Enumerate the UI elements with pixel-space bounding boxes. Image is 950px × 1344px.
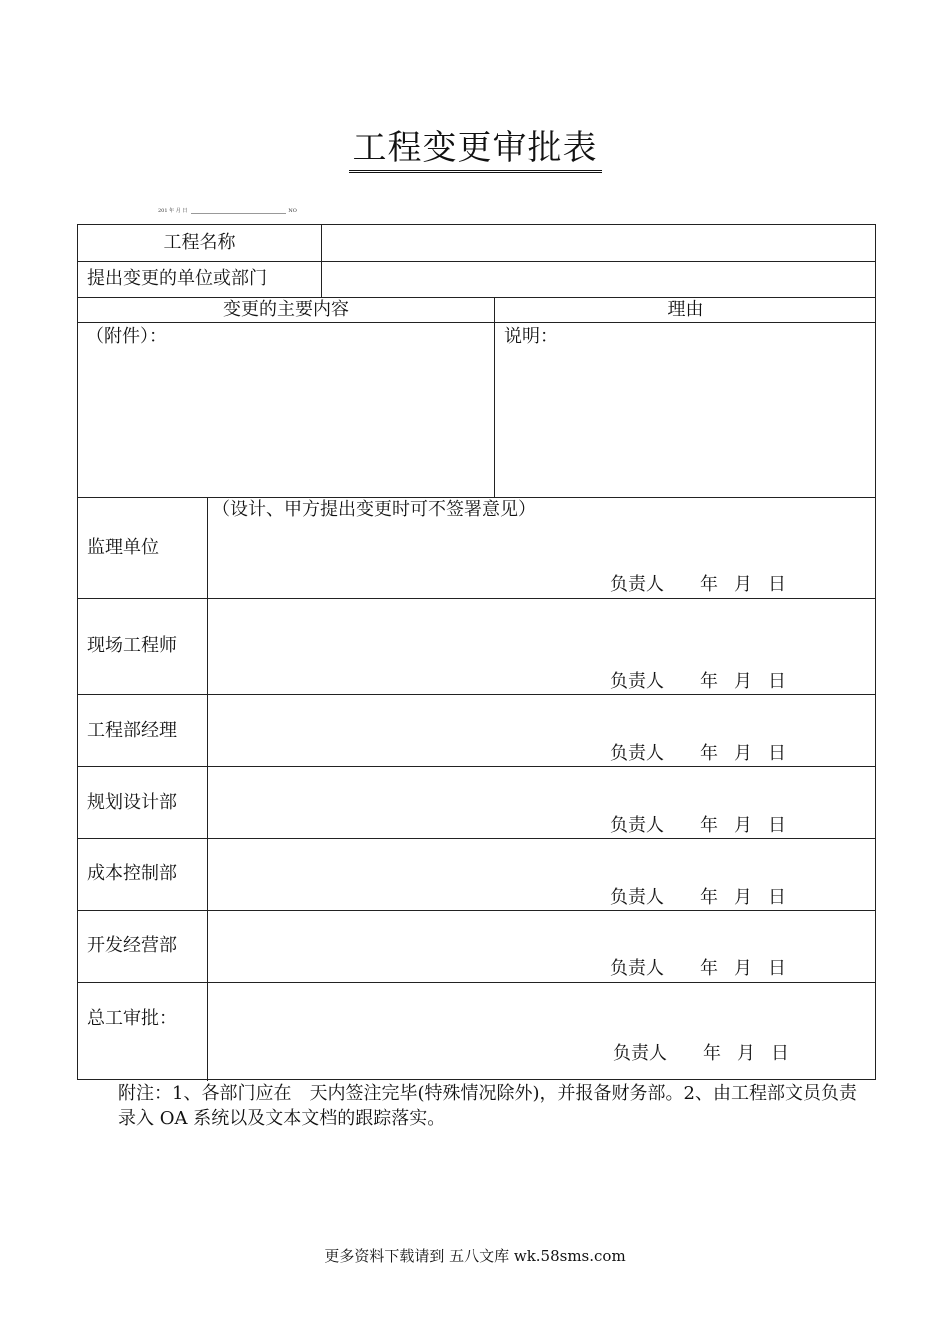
row-divider <box>78 694 875 695</box>
signature-line <box>610 815 786 837</box>
sign-year: 年 <box>700 574 718 595</box>
row-divider <box>78 910 875 911</box>
sign-year: 年 <box>700 743 718 764</box>
sign-person: 负责人 <box>610 958 664 979</box>
approval-label-cost-control: 成本控制部 <box>87 863 177 884</box>
sign-person: 负责人 <box>610 574 664 595</box>
form-note: 附注：1、各部门应在 天内签注完毕(特殊情况除外)，并报备财务部。2、由工程部文员负责录入 OA 系统以及文本文档的跟踪落实。 <box>118 1083 857 1129</box>
approval-label-development: 开发经营部 <box>87 935 177 956</box>
row-divider <box>78 297 875 298</box>
row-divider <box>78 838 875 839</box>
sign-person: 负责人 <box>610 887 664 908</box>
sign-year: 年 <box>700 887 718 908</box>
sign-person: 负责人 <box>613 1043 667 1064</box>
sign-day: 日 <box>768 671 786 692</box>
sign-month: 月 <box>734 671 752 692</box>
sign-month: 月 <box>734 887 752 908</box>
sign-year: 年 <box>703 1043 721 1064</box>
sign-day: 日 <box>768 574 786 595</box>
date-number: NO <box>288 208 297 214</box>
signature-line <box>610 574 786 596</box>
sign-year: 年 <box>700 958 718 979</box>
date-year: 201 年 <box>158 208 175 214</box>
sign-day: 日 <box>768 815 786 836</box>
col-divider <box>321 225 322 297</box>
approval-label-supervision: 监理单位 <box>87 537 159 558</box>
row-divider <box>78 497 875 498</box>
sign-year: 年 <box>700 671 718 692</box>
sign-month: 月 <box>737 1043 755 1064</box>
sign-person: 负责人 <box>610 743 664 764</box>
date-rule <box>191 213 286 214</box>
sign-year: 年 <box>700 815 718 836</box>
date-month: 月 <box>175 208 181 214</box>
sign-month: 月 <box>734 815 752 836</box>
approval-label-chief-engineer: 总工审批： <box>87 1008 177 1029</box>
sign-day: 日 <box>771 1043 789 1064</box>
project-name-label: 工程名称 <box>163 232 236 253</box>
attachment-label: （附件）： <box>86 326 167 347</box>
form-title <box>0 128 950 173</box>
date-line <box>158 207 303 214</box>
signature-line <box>613 1043 789 1065</box>
date-day: 日 <box>182 208 188 214</box>
row-divider <box>78 322 875 323</box>
explanation-label: 说明： <box>504 326 558 347</box>
approval-label-engineering-manager: 工程部经理 <box>87 720 177 741</box>
sign-month: 月 <box>734 743 752 764</box>
row-divider <box>78 982 875 983</box>
approval-label-planning-design: 规划设计部 <box>87 792 177 813</box>
signature-line <box>610 671 786 693</box>
sign-day: 日 <box>768 743 786 764</box>
signature-line <box>610 887 786 909</box>
sign-day: 日 <box>768 958 786 979</box>
row-divider <box>78 261 875 262</box>
approval-label-site-engineer: 现场工程师 <box>87 635 177 656</box>
form-title-text: 工程变更审批表 <box>349 128 602 173</box>
approval-form-table <box>77 224 876 1080</box>
sign-month: 月 <box>734 574 752 595</box>
row-divider <box>78 598 875 599</box>
row-divider <box>78 766 875 767</box>
sign-month: 月 <box>734 958 752 979</box>
supervision-note: （设计、甲方提出变更时可不签署意见） <box>212 499 536 520</box>
col-divider <box>207 497 208 1081</box>
reason-header: 理由 <box>667 299 704 320</box>
sign-day: 日 <box>768 887 786 908</box>
footer-text: 更多资料下载请到 五八文库 wk.58sms.com <box>324 1247 626 1265</box>
proposer-label: 提出变更的单位或部门 <box>87 268 267 289</box>
sign-person: 负责人 <box>610 671 664 692</box>
signature-line <box>610 958 786 980</box>
sign-person: 负责人 <box>610 815 664 836</box>
content-header: 变更的主要内容 <box>223 299 349 320</box>
signature-line <box>610 743 786 765</box>
col-divider <box>494 297 495 497</box>
